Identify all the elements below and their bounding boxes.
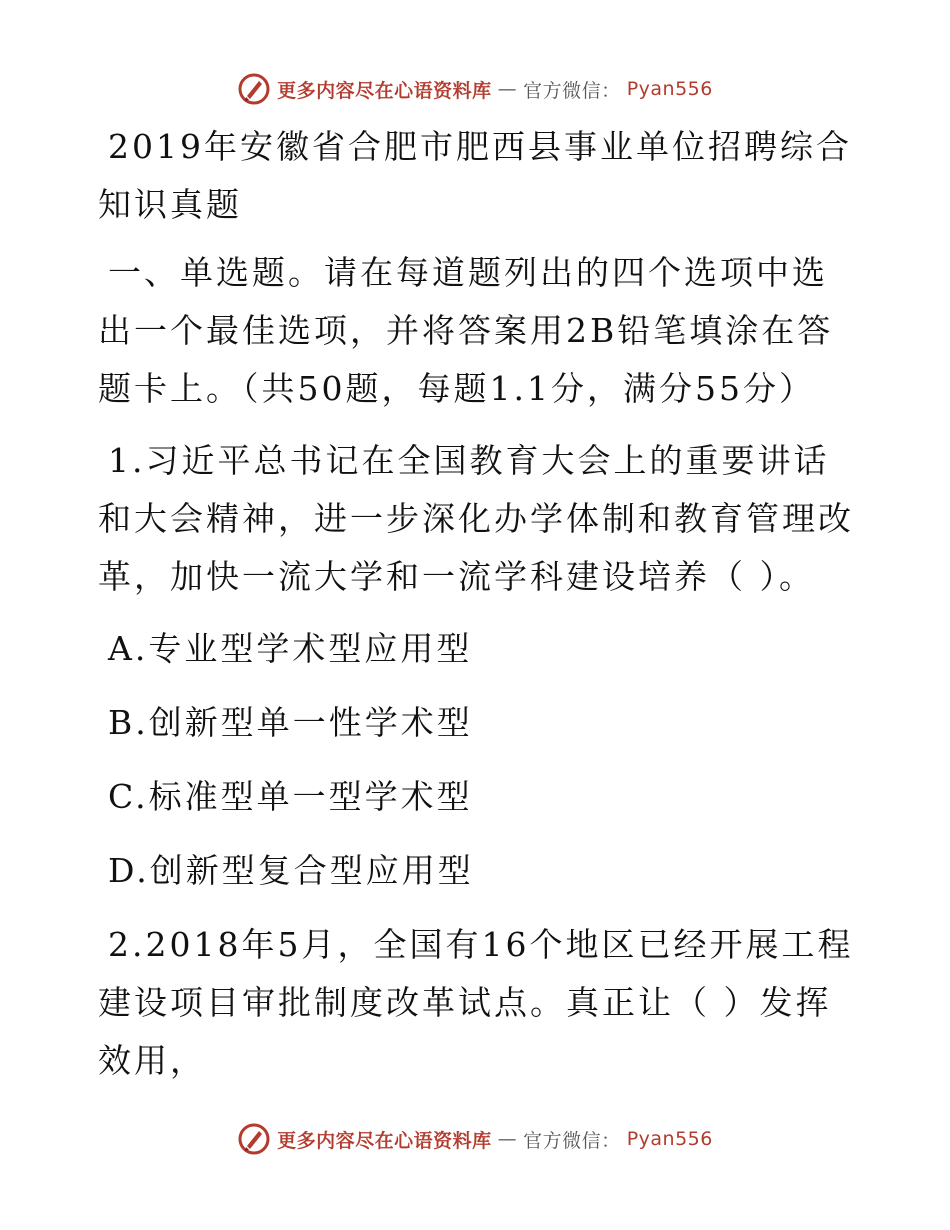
banner-wechat-label: 官方微信： <box>523 1129 621 1152</box>
question-1-option-a: A.专业型学术型应用型 <box>108 629 473 668</box>
question-1-text: 1.习近平总书记在全国教育大会上的重要讲话和大会精神，进一步深化办学体制和教育管理改革，加快一流大学和一流学科建设培养（ ）。 <box>98 441 854 596</box>
banner-dash: — <box>497 78 518 100</box>
question-1-option-d: D.创新型复合型应用型 <box>108 851 474 890</box>
banner-wechat-label: 官方微信： <box>523 79 621 102</box>
section-instructions: 一、单选题。请在每道题列出的四个选项中选出一个最佳选项，并将答案用2B铅笔填涂在答题卡上。（共50题，每题1.1分，满分55分） <box>98 253 834 408</box>
question-1-option-b: B.创新型单一性学术型 <box>108 703 473 742</box>
banner-wechat-id: Pyan556 <box>626 78 713 100</box>
question-1-option-c: C.标准型单一型学术型 <box>108 777 473 816</box>
banner-wechat-id: Pyan556 <box>626 1128 713 1150</box>
banner-dash: — <box>497 1128 518 1150</box>
header-banner <box>0 72 950 106</box>
banner-text: 更多内容尽在心语资料库 <box>277 79 492 102</box>
footer-banner <box>0 1122 950 1156</box>
document-title: 2019年安徽省合肥市肥西县事业单位招聘综合知识真题 <box>98 127 852 224</box>
question-2-text: 2.2018年5月，全国有16个地区已经开展工程建设项目审批制度改革试点。真正让（ ）发挥效用， <box>98 925 854 1080</box>
red-pen-seal-icon <box>237 1122 271 1156</box>
banner-text: 更多内容尽在心语资料库 <box>277 1129 492 1152</box>
document-body <box>98 118 858 1104</box>
red-pen-seal-icon <box>237 72 271 106</box>
